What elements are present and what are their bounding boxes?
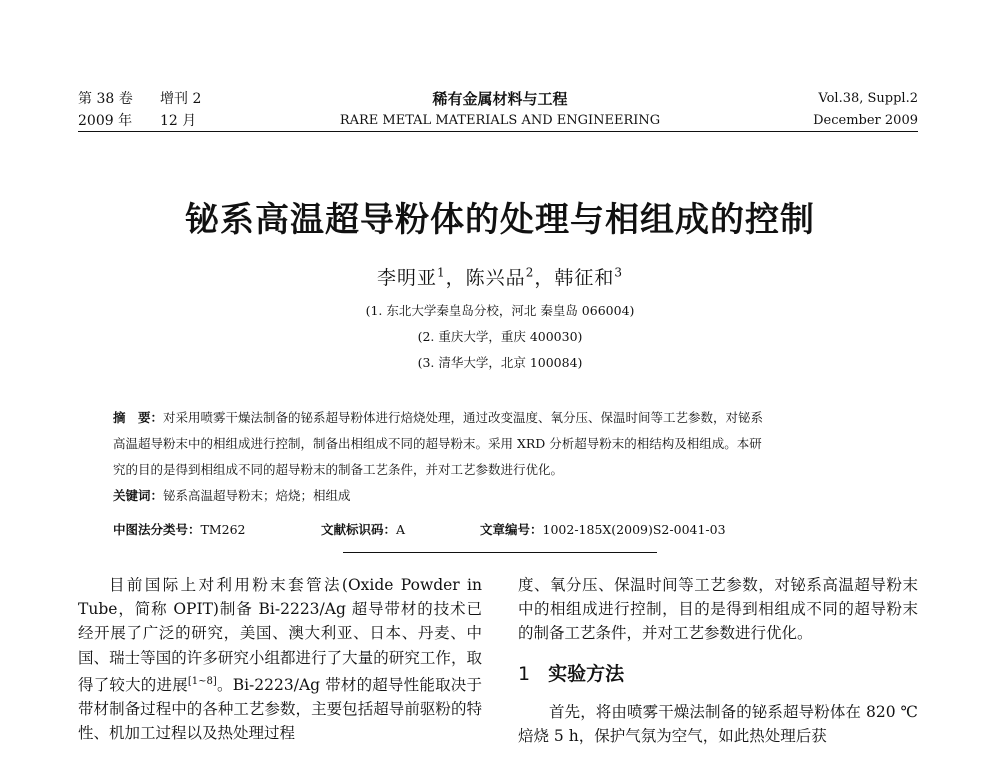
clc-number: 中图法分类号：TM262	[113, 522, 246, 537]
body-paragraph: 目前国际上对利用粉末套管法(Oxide Powder in Tube，简称 OPIT)制备 Bi-2223/Ag 超导带材的技术已经开展了广泛的研究，美国、澳大利亚、日本、丹麦、中国、瑞士等国的许多研究小组都进行了大量的研究工作，取得了较大的进展[1~8]。Bi-2223/Ag 带材的超导性能取决于带材制备过程中的各种工艺参数，主要包括超导前驱粉的特性、机加工过程以及热处理过程	[78, 576, 482, 743]
year: 2009 年	[78, 113, 133, 129]
author-affil-mark: 2	[525, 265, 535, 280]
keywords-label: 关键词：	[113, 488, 164, 503]
header-journal	[300, 88, 700, 132]
journal-name-en: RARE METAL MATERIALS AND ENGINEERING	[339, 113, 661, 128]
body-column-left	[78, 573, 482, 746]
month: 12 月	[160, 113, 197, 129]
author-separator: ，	[445, 267, 466, 289]
volume: 第 38 卷	[78, 91, 133, 107]
abstract-line: 高温超导粉末中的相组成进行控制，制备出相组成不同的超导粉末。采用 XRD 分析超导粉末的相结构及相组成。本研	[113, 436, 762, 451]
affiliation-2: (2. 重庆大学，重庆 400030)	[417, 329, 583, 344]
header-volume-info	[78, 88, 278, 132]
section-heading	[518, 662, 918, 686]
author-affil-mark: 1	[437, 265, 446, 280]
keywords-text: 铋系高温超导粉末；焙烧；相组成	[163, 488, 351, 503]
article-number: 文章编号：1002-185X(2009)S2-0041-03	[480, 522, 726, 537]
header-divider	[78, 131, 918, 132]
affiliation-3: (3. 清华大学，北京 100084)	[417, 355, 583, 370]
body-paragraph: 首先，将由喷雾干燥法制备的铋系超导粉体在 820 ℃焙烧 5 h，保护气氛为空气，如此热处理后获	[518, 702, 918, 745]
author-name: 韩征和	[554, 267, 615, 289]
abstract-line: 究的目的是得到相组成不同的超导粉末的制备工艺条件，并对工艺参数进行优化。	[113, 462, 564, 477]
abstract-divider	[343, 552, 657, 553]
author-name: 李明亚	[377, 267, 438, 289]
journal-name-cn: 稀有金属材料与工程	[432, 90, 568, 108]
affiliation-1: (1. 东北大学秦皇岛分校，河北 秦皇岛 066004)	[365, 303, 635, 318]
author-separator: ，	[534, 267, 555, 289]
section-title: 实验方法	[548, 662, 625, 685]
paper-title: 铋系高温超导粉体的处理与相组成的控制	[185, 200, 815, 240]
keywords	[113, 483, 895, 509]
volume-en: Vol.38, Suppl.2	[818, 91, 918, 106]
issue: 增刊 2	[160, 91, 202, 107]
abstract	[113, 405, 895, 509]
section-number: 1	[518, 662, 531, 685]
author-affil-mark: 3	[614, 265, 623, 280]
author-name: 陈兴品	[465, 267, 526, 289]
abstract-label: 摘 要：	[113, 410, 164, 425]
document-code: 文献标识码：A	[321, 522, 406, 537]
abstract-line: 摘 要：对采用喷雾干燥法制备的铋系超导粉体进行焙烧处理，通过改变温度、氧分压、保温时间等工艺参数，对铋系	[113, 410, 764, 425]
body-column-right	[518, 573, 918, 748]
header-issue-en	[698, 88, 918, 132]
citation: [1~8]	[187, 675, 217, 687]
author-list	[0, 263, 1000, 290]
date-en: December 2009	[813, 113, 918, 128]
body-paragraph: 度、氧分压、保温时间等工艺参数，对铋系高温超导粉末中的相组成进行控制，目的是得到相组成不同的超导粉末的制备工艺条件，并对工艺参数进行优化。	[518, 576, 918, 643]
